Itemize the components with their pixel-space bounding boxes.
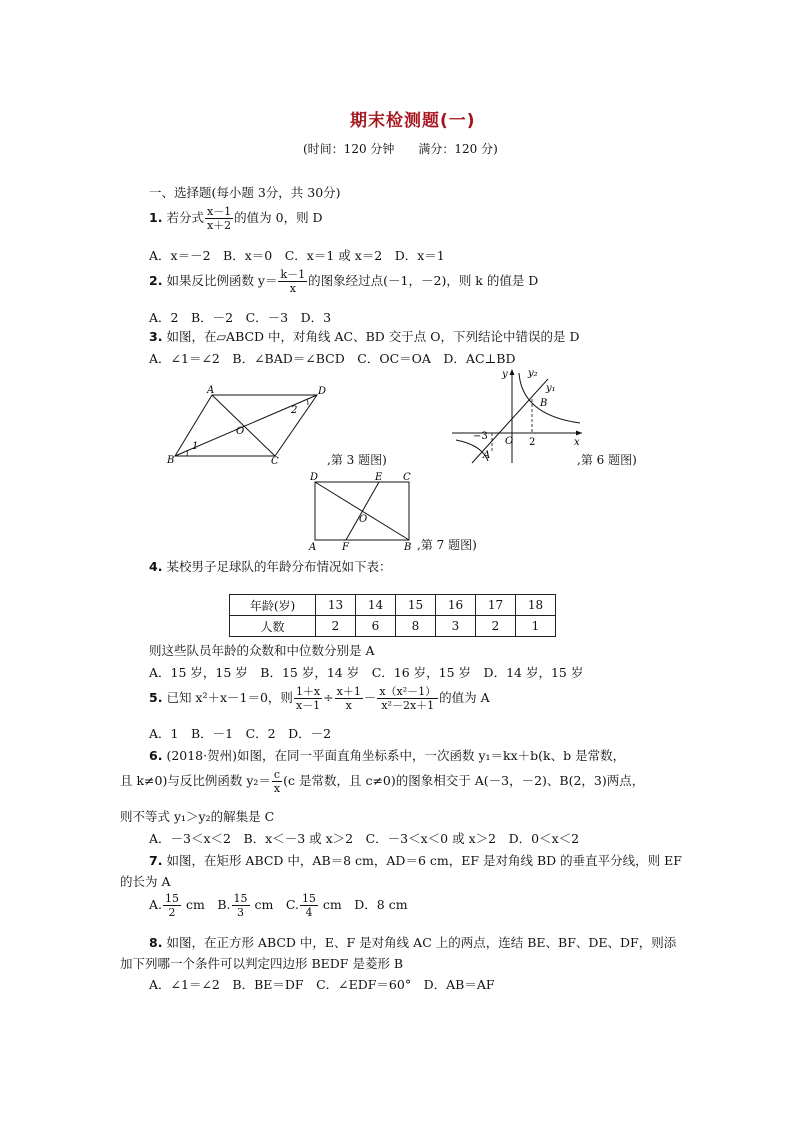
question-text: 某校男子足球队的年龄分布情况如下表：	[166, 559, 392, 574]
angle-2-label: 2	[291, 405, 298, 416]
table-cell: 18	[516, 595, 556, 616]
question-number: 2.	[149, 273, 163, 288]
axis-label-y: y	[502, 369, 508, 380]
fraction: $\frac{\text{x（x²－1）}}{\text{x²－2x＋1}}$	[379, 685, 437, 712]
question-number: 8.	[149, 935, 163, 950]
angle-1-label: 1	[192, 441, 199, 452]
question-number: 4.	[149, 559, 163, 574]
question-text: 的图象经过点(－1，－2)，则 k 的值是 D	[308, 273, 539, 288]
question-text: 的值为 0，则 D	[234, 210, 323, 225]
fraction: $\frac{k-1}{x}$	[280, 268, 306, 295]
question-text: (c 是常数，且 c≠0)的图象相交于 A(－3，－2)、B(2，3)两点，	[283, 773, 645, 788]
question-number: 6.	[149, 748, 163, 763]
question-1	[149, 205, 323, 232]
question-number: 1.	[149, 210, 163, 225]
question-3	[149, 327, 580, 345]
question-8-line-2: 加下列哪一个条件可以判定四边形 BEDF 是菱形 B	[120, 956, 404, 971]
label-o: O	[236, 426, 245, 437]
figure-7-caption: ,第 7 题图)	[417, 538, 477, 552]
curve-y1-label: y₁	[546, 383, 556, 394]
question-5	[149, 685, 490, 712]
question-6	[149, 746, 625, 764]
section-heading: 一、选择题(每小题 3分，共 30分)	[149, 185, 341, 200]
point-b-label: B	[540, 398, 548, 409]
question-7-options: A. $\frac{15}{2}$ cm B. $\frac{15}{3}$ cm C. $\frac{15}{4}$ cm D．8 cm	[149, 892, 408, 919]
table-cell: 17	[476, 595, 516, 616]
question-6-line-2	[120, 768, 644, 795]
table-header-cell: 年龄(岁)	[230, 595, 316, 616]
figure-7-rectangle	[306, 472, 421, 552]
figure-3-parallelogram	[165, 383, 335, 465]
table-cell: 15	[396, 595, 436, 616]
table-cell: 6	[356, 616, 396, 637]
question-3-options: A．∠1＝∠2 B．∠BAD＝∠BCD C．OC＝OA D．AC⊥BD	[149, 351, 516, 366]
fraction: $\frac{15}{3}$	[233, 892, 248, 919]
label-b: B	[404, 542, 412, 552]
label-b: B	[167, 455, 175, 465]
age-distribution-table	[229, 594, 556, 637]
fraction: $\frac{15}{4}$	[301, 892, 316, 919]
question-8-options: A．∠1＝∠2 B．BE＝DF C．∠EDF＝60° D．AB＝AF	[149, 977, 495, 992]
figure-6-caption: ,第 6 题图)	[577, 453, 637, 467]
table-cell: 13	[316, 595, 356, 616]
question-text: 若分式	[166, 210, 204, 225]
label-o: O	[359, 514, 368, 525]
curve-y2-label: y₂	[528, 368, 538, 379]
question-2-options: A．2 B．－2 C．－3 D．3	[149, 310, 332, 325]
origin-label: O	[505, 436, 514, 447]
fraction: $\frac{c}{x}$	[273, 768, 281, 795]
question-8	[149, 933, 676, 951]
table-cell: 8	[396, 616, 436, 637]
label-e: E	[375, 472, 383, 483]
table-cell: 16	[436, 595, 476, 616]
label-d: D	[310, 472, 319, 483]
operator: ÷	[323, 690, 334, 705]
question-4	[149, 557, 391, 575]
page-title: 期末检测题(一)	[350, 111, 476, 131]
table-cell: 14	[356, 595, 396, 616]
question-number: 5.	[149, 690, 163, 705]
tick-neg3-label: −3	[473, 431, 488, 442]
question-7	[149, 851, 682, 869]
question-4-options: A．15 岁，15 岁 B．15 岁，14 岁 C．16 岁，15 岁 D．14 岁，15 岁	[149, 665, 584, 680]
exam-info: (时间：120 分钟 满分：120 分)	[303, 142, 498, 156]
table-cell: 2	[316, 616, 356, 637]
axis-label-x: x	[574, 437, 580, 448]
question-text: 已知 x²＋x－1＝0，则	[166, 690, 293, 705]
label-d: D	[318, 386, 327, 397]
question-number: 3.	[149, 329, 163, 344]
table-header-cell: 人数	[230, 616, 316, 637]
question-number: 7.	[149, 853, 163, 868]
question-1-options: A．x＝－2 B．x＝0 C．x＝1 或 x＝2 D．x＝1	[149, 248, 445, 263]
question-6-line-3: 则不等式 y₁＞y₂的解集是 C	[120, 809, 275, 824]
question-7-line-2: 的长为 A	[120, 874, 171, 889]
question-text: 如图，在正方形 ABCD 中，E、F 是对角线 AC 上的两点，连结 BE、BF、DE、DF，则添	[166, 935, 677, 950]
label-a: A	[309, 542, 317, 552]
point-a-label: A	[483, 450, 491, 461]
question-text: 的值为 A	[439, 690, 490, 705]
question-text: 如果反比例函数 y＝	[166, 273, 278, 288]
fraction: $\frac{15}{2}$	[165, 892, 180, 919]
label-a: A	[207, 385, 215, 396]
question-2	[149, 268, 538, 295]
figure-6-graph	[448, 365, 588, 465]
table-cell: 3	[436, 616, 476, 637]
question-text: 如图，在▱ABCD 中，对角线 AC、BD 交于点 O，下列结论中错误的是 D	[166, 329, 580, 344]
table-row	[230, 616, 556, 637]
fraction: $\frac{1+x}{x-1}$	[295, 685, 321, 712]
table-cell: 2	[476, 616, 516, 637]
fraction: $\frac{x+1}{x}$	[336, 685, 361, 712]
question-6-options: A．－3＜x＜2 B．x＜－3 或 x＞2 C．－3＜x＜0 或 x＞2 D．0＜x＜2	[149, 831, 580, 846]
question-text: 且 k≠0)与反比例函数 y₂＝	[120, 773, 271, 788]
tick-2-label: 2	[529, 437, 536, 448]
label-c: C	[271, 456, 279, 465]
label-c: C	[403, 472, 411, 483]
table-row	[230, 595, 556, 616]
question-text: 如图，在矩形 ABCD 中，AB＝8 cm，AD＝6 cm，EF 是对角线 BD 的垂直平分线，则 EF	[166, 853, 682, 868]
table-cell: 1	[516, 616, 556, 637]
figure-3-caption: ,第 3 题图)	[327, 453, 387, 467]
fraction: $\frac{x-1}{x+2}$	[206, 205, 232, 232]
operator: －	[363, 690, 377, 705]
question-text: (2018·贺州)如图，在同一平面直角坐标系中，一次函数 y₁＝kx＋b(k、b 是常数，	[166, 748, 626, 763]
question-4-followup: 则这些队员年龄的众数和中位数分别是 A	[149, 643, 375, 658]
label-f: F	[342, 542, 349, 552]
question-5-options: A．1 B．－1 C．2 D．－2	[149, 726, 332, 741]
